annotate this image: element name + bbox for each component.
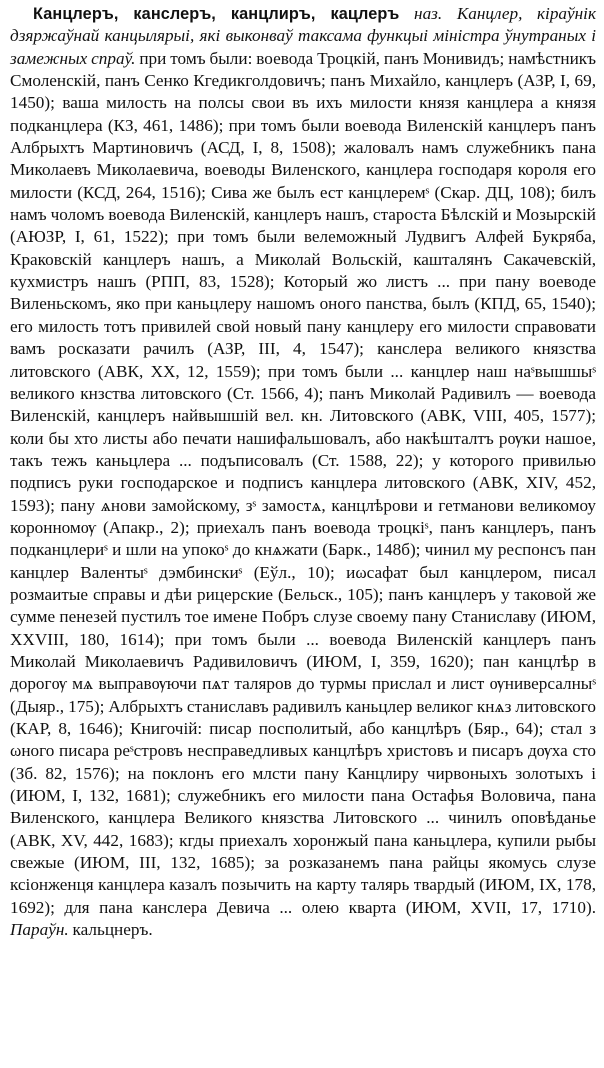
entry-comparison-text: кальцнеръ. <box>68 920 153 940</box>
entry-headword: Канцлеръ, канслеръ, канцлиръ, кацлеръ <box>33 5 400 23</box>
entry-part-of-speech: наз. <box>414 4 443 23</box>
entry-definition: Канцлер, кіраўнік дзяржаўнай канцылярыі, які выконваў таксама функцыі міністра ўнутраных і замежных спраў. <box>10 4 596 68</box>
entry-comparison-label: Параўн. <box>10 920 69 940</box>
entry-citations: при томъ были: воевода Троцкій, панъ Монивидъ; намѣстникъ Смоленскій, панъ Сенко Кгедикголдовичъ; панъ Михайло, канцлеръ (АЗР, I, 69, 1450); ваша милость на полсы свои въ ихъ милости князя канцлера а князя подканцлера (КЗ, 461, 1486); при томъ были воевода Виленскій канцлеръ панъ Албрыхтъ Мартиновичъ (АСД, I, 8, 1508); жаловалъ намъ служебникъ пана Миколаевъ Миколаевича, воеводы Виленского, канцлера господаря короля его милости (КСД, 264, 1516); Сива же былъ ест канцлеремˢ (Скар. ДЦ, 108); билъ намъ чоломъ воевода Виленскій, канцлеръ нашъ, староста Бѣлскій и Мозырскій (АЮЗР, I, 61, 1522); при томъ были велеможный Лудвигъ Алфей Букряба, Краковскій канцлеръ нашъ, а Миколай Вольскій, кашталянъ Сакачевскій, кухмистръ нашъ (РПП, 83, 1528); Который жо листъ ... при пану воеводе Виленьскомъ, яко при каньцлеру нашомъ оного панства, былъ (КПД, 65, 1540); его милость тотъ привилей свой новый пану канцлеру его милости справовати вамъ росказати рачилъ (АЗР, III, 4, 1547); канслера великого князства литовского (АВК, XX, 12, 1559); при томъ были ... канцлер наш наˢвышшыˢ великого кнзства литовского (Ст. 1566, 4); панъ Миколай Радивилъ — воевода Виленскій, канцлеръ найвышшій вел. кн. Литовского (АВК, VIII, 405, 1577); коли бы хто листы або печати нашифальшовалъ, або накѣшталтъ рѹки нашое, такъ тежъ каньцлера ... подъписовалъ (Ст. 1588, 22); у которого привилью подписъ руки господарское и подписъ канцлера литовского (АВК, XIV, 452, 1593); пану ѧнови замойскому, зˢ замостѧ, канцлѣрови и гетманови великомоу коронномѹ (Апакр., 2); приехалъ панъ воевода троцкiˢ, панъ канцлеръ, панъ подканцлериˢ и шли на упокоˢ до кнѧжати (Барк., 148б); чинил му респонсъ пан канцлер Валентыˢ дэмбинскиˢ (Еўл., 10); иωсафат был канцлером, писал розмаитые справы и дѣи рицерские (Бельск., 105); панъ канцлеръ у таковой же сумме пенезей пустилъ тое имене Побръ слузе своему пану Станиславу (ИЮМ, XXVIII, 180, 1614); при томъ были ... воевода Виленскій канцлеръ панъ Миколай Миколаевичъ Радивиловичъ (ИЮМ, I, 359, 1620); пан канцлѣр в дорогѹ мѧ выправѹючи пѧт таляров до турмы прислал и лист ѹниверсалныˢ (Дыяр., 175); Албрыхтъ станиславъ радивилъ каньцлер великог кнѧз литовского (КАР, 8, 1646); Книгочій: писар посполитый, або канцлѣръ (Бяр., 64); стал з ωного писара реˢстровъ несправедливых канцлѣръ христовъ и писаръ дѹха сто (Зб. 82, 1576); на поклонъ его млсти пану Канцлиру чирвоныхъ золотыхъ і (ИЮМ, I, 132, 1681); служебникъ его милости пана Остафья Воловича, пана Виленского, канцлера Великого князства Литовского ... чинилъ оповѣданье (АВК, XV, 442, 1683); кгды приехалъ хоронжый пана каньцлера, купили рыбы свежые (ИЮМ, III, 132, 1685); за розказанемъ пана райцы якомусь слузе ксіонженця канцлера казалъ позычить на карту талярь твардый (ИЮМ, IX, 178, 1692); для пана канслера Девича ... олею кварта (ИЮМ, XVII, 17, 1710). <box>10 48 597 917</box>
dictionary-entry <box>10 3 596 941</box>
